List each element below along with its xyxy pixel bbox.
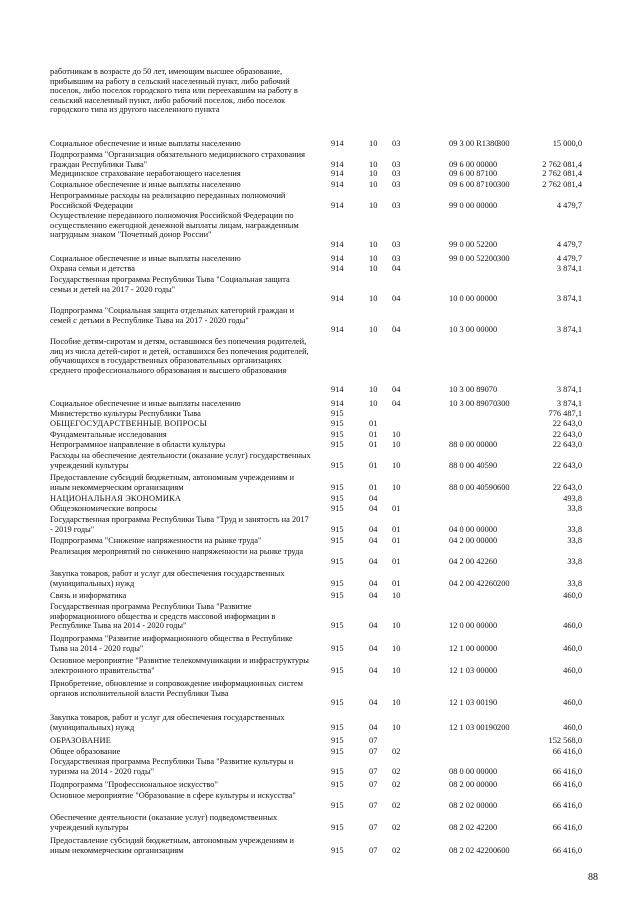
cell-rz: 07	[369, 800, 378, 810]
cell-cs: 04 2 00 42260	[449, 578, 498, 588]
row-name: Общее образование	[50, 747, 121, 756]
row-name: Медицинское страхование неработающего населения	[50, 169, 241, 178]
cell-cs: 04 2 00 00000	[449, 536, 498, 545]
cell-gr: 915	[331, 643, 344, 653]
cell-gr: 915	[331, 800, 344, 810]
cell-gr: 915	[331, 766, 344, 776]
cell-sum: 4 479,7	[556, 200, 582, 210]
cell-gr: 914	[331, 200, 344, 210]
row-name: Основное мероприятие "Образование в сфере культуры и искусства"	[50, 791, 296, 800]
row-name: Социальное обеспечение и иные выплаты населению	[50, 399, 241, 408]
row-name: Подпрограмма "Социальная защита отдельных категорий граждан и семей с детьми в Республике Тыва на 2017 - 2020 годы"	[50, 306, 295, 325]
cell-pr: 04	[392, 385, 401, 394]
cell-vr: 300	[497, 180, 510, 189]
cell-sum: 460,0	[563, 698, 582, 708]
cell-cs: 99 0 00 00000	[449, 200, 498, 210]
cell-rz: 04	[369, 494, 378, 503]
row-name: Обеспечение деятельности (оказание услуг) подведомственных учреждений культуры	[50, 813, 278, 832]
cell-sum: 66 416,0	[552, 800, 582, 810]
cell-sum: 3 874,1	[556, 399, 582, 408]
cell-gr: 915	[331, 430, 344, 439]
cell-cs: 99 0 00 52200	[449, 254, 498, 263]
cell-sum: 460,0	[563, 643, 582, 653]
row-name: Подпрограмма "Профессиональное искусство"	[50, 780, 218, 789]
cell-sum: 22 643,0	[552, 460, 582, 470]
cell-pr: 10	[392, 440, 401, 449]
row-name: Подпрограмма "Организация обязательного медицинского страхования граждан Республики Тыва"	[50, 150, 305, 169]
cell-pr: 10	[392, 591, 401, 600]
cell-rz: 04	[369, 621, 378, 631]
cell-pr: 02	[392, 780, 401, 789]
cell-pr: 04	[392, 294, 401, 304]
cell-sum: 4 479,7	[556, 254, 582, 263]
cell-rz: 10	[369, 159, 378, 169]
cell-vr: 200	[497, 578, 510, 588]
cell-rz: 10	[369, 325, 378, 335]
cell-cs: 08 0 00 00000	[449, 766, 498, 776]
cell-cs: 04 0 00 00000	[449, 524, 498, 534]
row-name: Приобретение, обновление и сопровождение информационных систем органов исполнительной власти Республики Тыва	[50, 679, 303, 698]
cell-sum: 33,8	[567, 524, 582, 534]
row-name: Государственная программа Республики Тыва "Труд и занятость на 2017 - 2019 годы"	[50, 515, 309, 534]
row-name: НАЦИОНАЛЬНАЯ ЭКОНОМИКА	[50, 494, 182, 503]
cell-pr: 02	[392, 800, 401, 810]
cell-sum: 22 643,0	[552, 482, 582, 492]
cell-cs: 88 0 00 40590	[449, 460, 498, 470]
cell-rz: 07	[369, 736, 378, 745]
row-name: Министерство культуры Республики Тыва	[50, 409, 201, 418]
cell-gr: 915	[331, 698, 344, 708]
cell-vr: 300	[497, 399, 510, 408]
cell-vr: 300	[497, 139, 510, 148]
row-name: работникам в возрасте до 50 лет, имеющим высшее образование, прибывшим на работу в сельский населенный пункт, либо рабочий поселок, либо поселок городского типа или переехавшим на работу в сельский населенный пункт, либо рабочий поселок, либо поселок городского типа из другого населенного пункта	[50, 67, 298, 115]
cell-sum: 33,8	[567, 578, 582, 588]
row-name: Социальное обеспечение и иные выплаты населению	[50, 180, 241, 189]
cell-rz: 07	[369, 766, 378, 776]
row-name: Непрограммное направление в области культуры	[50, 440, 226, 449]
cell-pr: 04	[392, 264, 401, 273]
cell-gr: 915	[331, 504, 344, 513]
row-name: Охрана семьи и детства	[50, 264, 135, 273]
row-name: Связь и информатика	[50, 591, 127, 600]
cell-gr: 915	[331, 578, 344, 588]
cell-cs: 09 3 00 R1380	[449, 139, 499, 148]
cell-rz: 04	[369, 504, 378, 513]
cell-cs: 12 0 00 00000	[449, 621, 498, 631]
cell-rz: 10	[369, 399, 378, 408]
cell-cs: 10 3 00 89070	[449, 399, 498, 408]
cell-rz: 01	[369, 440, 378, 449]
cell-gr: 915	[331, 494, 344, 503]
page-number: 88	[588, 872, 598, 883]
cell-pr: 10	[392, 621, 401, 631]
cell-cs: 88 0 00 00000	[449, 440, 498, 449]
cell-sum: 3 874,1	[556, 385, 582, 394]
cell-pr: 10	[392, 430, 401, 439]
cell-rz: 10	[369, 254, 378, 263]
cell-rz: 07	[369, 780, 378, 789]
cell-cs: 09 6 00 87100	[449, 169, 498, 178]
cell-gr: 914	[331, 139, 344, 148]
cell-rz: 07	[369, 845, 378, 855]
cell-rz: 10	[369, 139, 378, 148]
cell-cs: 04 2 00 42260	[449, 556, 498, 566]
cell-pr: 01	[392, 536, 401, 545]
cell-sum: 33,8	[567, 556, 582, 566]
row-name: Социальное обеспечение и иные выплаты населению	[50, 254, 241, 263]
cell-sum: 3 874,1	[556, 264, 582, 273]
row-name: Предоставление субсидий бюджетным, автономным учреждениям и иным некоммерческим организациям	[50, 836, 294, 855]
cell-sum: 33,8	[567, 504, 582, 513]
cell-rz: 01	[369, 419, 378, 428]
cell-rz: 04	[369, 722, 378, 732]
row-name: Закупка товаров, работ и услуг для обеспечения государственных (муниципальных) нужд	[50, 713, 285, 732]
cell-cs: 09 6 00 00000	[449, 159, 498, 169]
cell-gr: 915	[331, 621, 344, 631]
cell-sum: 2 762 081,4	[542, 159, 582, 169]
cell-sum: 66 416,0	[552, 766, 582, 776]
cell-gr: 915	[331, 822, 344, 832]
cell-gr: 914	[331, 399, 344, 408]
cell-rz: 10	[369, 200, 378, 210]
cell-cs: 10 0 00 00000	[449, 294, 498, 304]
cell-gr: 915	[331, 556, 344, 566]
cell-cs: 08 2 00 00000	[449, 780, 498, 789]
cell-gr: 915	[331, 460, 344, 470]
cell-sum: 2 762 081,4	[542, 180, 582, 189]
cell-pr: 03	[392, 254, 401, 263]
cell-rz: 04	[369, 536, 378, 545]
cell-rz: 04	[369, 524, 378, 534]
cell-rz: 10	[369, 385, 378, 394]
cell-gr: 914	[331, 169, 344, 178]
cell-sum: 460,0	[563, 722, 582, 732]
cell-rz: 10	[369, 264, 378, 273]
row-name: Расходы на обеспечение деятельности (оказание услуг) государственных учреждений культуры	[50, 451, 311, 470]
cell-pr: 01	[392, 578, 401, 588]
cell-sum: 66 416,0	[552, 780, 582, 789]
cell-pr: 10	[392, 698, 401, 708]
cell-gr: 914	[331, 294, 344, 304]
cell-pr: 01	[392, 524, 401, 534]
cell-sum: 22 643,0	[552, 430, 582, 439]
cell-cs: 08 2 02 42200	[449, 822, 498, 832]
row-name: Государственная программа Республики Тыва "Развитие информационного общества и средств массовой информации в Республике Тыва на 2014 - 2020 годы"	[50, 602, 276, 631]
cell-pr: 04	[392, 325, 401, 335]
cell-vr: 300	[497, 254, 510, 263]
cell-pr: 03	[392, 169, 401, 178]
cell-rz: 10	[369, 180, 378, 189]
cell-sum: 4 479,7	[556, 239, 582, 249]
cell-pr: 04	[392, 399, 401, 408]
cell-rz: 04	[369, 578, 378, 588]
cell-gr: 915	[331, 482, 344, 492]
cell-cs: 09 6 00 87100	[449, 180, 498, 189]
cell-rz: 04	[369, 665, 378, 675]
cell-cs: 99 0 00 52200	[449, 239, 498, 249]
cell-gr: 915	[331, 736, 344, 745]
cell-cs: 10 3 00 00000	[449, 325, 498, 335]
cell-pr: 10	[392, 665, 401, 675]
cell-gr: 915	[331, 536, 344, 545]
cell-gr: 914	[331, 325, 344, 335]
row-name: Подпрограмма "Снижение напряженности на рынке труда"	[50, 536, 262, 545]
row-name: Осуществление переданного полномочия Российской Федерации по осуществлению ежегодной денежной выплаты лицам, награжденным нагрудным знаком "Почетный донор России"	[50, 211, 299, 240]
cell-cs: 12 1 00 00000	[449, 643, 498, 653]
cell-sum: 15 000,0	[552, 139, 582, 148]
cell-cs: 08 2 02 42200	[449, 845, 498, 855]
cell-gr: 915	[331, 524, 344, 534]
cell-pr: 10	[392, 722, 401, 732]
cell-sum: 22 643,0	[552, 419, 582, 428]
row-name: Закупка товаров, работ и услуг для обеспечения государственных (муниципальных) нужд	[50, 569, 285, 588]
cell-pr: 03	[392, 180, 401, 189]
row-name: Предоставление субсидий бюджетным, автономным учреждениям и иным некоммерческим организациям	[50, 473, 294, 492]
cell-sum: 66 416,0	[552, 822, 582, 832]
cell-pr: 02	[392, 766, 401, 776]
cell-gr: 914	[331, 159, 344, 169]
cell-sum: 152 568,0	[548, 736, 582, 745]
cell-rz: 10	[369, 239, 378, 249]
row-name: Непрограммные расходы на реализацию переданных полномочий Российской Федерации	[50, 191, 286, 210]
cell-rz: 01	[369, 460, 378, 470]
cell-gr: 915	[331, 747, 344, 756]
cell-rz: 07	[369, 747, 378, 756]
cell-rz: 04	[369, 643, 378, 653]
cell-rz: 10	[369, 169, 378, 178]
cell-gr: 915	[331, 665, 344, 675]
row-name: Основное мероприятие "Развитие телекоммуникации и инфраструктуры электронного правительства"	[50, 656, 309, 675]
cell-sum: 776 487,1	[548, 409, 582, 418]
row-name: Социальное обеспечение и иные выплаты населению	[50, 139, 241, 148]
row-name: Государственная программа Республики Тыва "Социальная защита семьи и детей на 2017 - 2020 годы"	[50, 275, 290, 294]
cell-sum: 3 874,1	[556, 294, 582, 304]
row-name: ОБРАЗОВАНИЕ	[50, 736, 112, 745]
cell-cs: 12 1 03 00190	[449, 698, 498, 708]
cell-sum: 460,0	[563, 665, 582, 675]
cell-vr: 200	[497, 722, 510, 732]
cell-sum: 22 643,0	[552, 440, 582, 449]
cell-gr: 914	[331, 254, 344, 263]
cell-gr: 915	[331, 722, 344, 732]
row-name: ОБЩЕГОСУДАРСТВЕННЫЕ ВОПРОСЫ	[50, 419, 208, 428]
cell-pr: 03	[392, 200, 401, 210]
cell-pr: 10	[392, 460, 401, 470]
cell-gr: 915	[331, 409, 344, 418]
cell-rz: 04	[369, 698, 378, 708]
cell-pr: 10	[392, 482, 401, 492]
cell-sum: 3 874,1	[556, 325, 582, 335]
cell-rz: 01	[369, 430, 378, 439]
cell-pr: 03	[392, 159, 401, 169]
cell-pr: 01	[392, 504, 401, 513]
cell-pr: 02	[392, 822, 401, 832]
cell-rz: 04	[369, 556, 378, 566]
cell-pr: 03	[392, 139, 401, 148]
cell-gr: 914	[331, 264, 344, 273]
cell-gr: 914	[331, 180, 344, 189]
cell-sum: 493,8	[563, 494, 582, 503]
cell-pr: 02	[392, 845, 401, 855]
cell-gr: 915	[331, 780, 344, 789]
cell-cs: 88 0 00 40590	[449, 482, 498, 492]
cell-rz: 10	[369, 294, 378, 304]
cell-sum: 460,0	[563, 621, 582, 631]
cell-cs: 10 3 00 89070	[449, 385, 498, 394]
cell-gr: 915	[331, 440, 344, 449]
cell-rz: 01	[369, 482, 378, 492]
cell-sum: 2 762 081,4	[542, 169, 582, 178]
cell-pr: 03	[392, 239, 401, 249]
cell-gr: 915	[331, 845, 344, 855]
cell-sum: 66 416,0	[552, 845, 582, 855]
row-name: Реализация мероприятий по снижению напряженности на рынке труда	[50, 547, 304, 556]
cell-sum: 33,8	[567, 536, 582, 545]
row-name: Фундаментальные исследования	[50, 430, 167, 439]
row-name: Пособие детям-сиротам и детям, оставшимся без попечения родителей, лиц из числа детей-сирот и детей, оставшихся без попечения родителей, обучающихся в государственных образовательных организациях среднего профессионального образования и высшего образования	[50, 337, 309, 375]
row-name: Общеэкономические вопросы	[50, 504, 157, 513]
cell-pr: 10	[392, 643, 401, 653]
cell-cs: 12 1 03 00190	[449, 722, 498, 732]
cell-cs: 08 2 02 00000	[449, 800, 498, 810]
cell-gr: 914	[331, 239, 344, 249]
cell-pr: 02	[392, 747, 401, 756]
cell-vr: 600	[497, 482, 510, 492]
cell-gr: 915	[331, 419, 344, 428]
cell-rz: 07	[369, 822, 378, 832]
cell-pr: 01	[392, 556, 401, 566]
row-name: Подпрограмма "Развитие информационного общества в Республике Тыва на 2014 - 2020 годы"	[50, 634, 293, 653]
cell-cs: 12 1 03 00000	[449, 665, 498, 675]
cell-sum: 66 416,0	[552, 747, 582, 756]
cell-rz: 04	[369, 591, 378, 600]
cell-sum: 460,0	[563, 591, 582, 600]
row-name: Государственная программа Республики Тыва "Развитие культуры и туризма на 2014 - 2020 годы"	[50, 757, 294, 776]
cell-vr: 600	[497, 845, 510, 855]
cell-gr: 915	[331, 591, 344, 600]
cell-gr: 914	[331, 385, 344, 394]
